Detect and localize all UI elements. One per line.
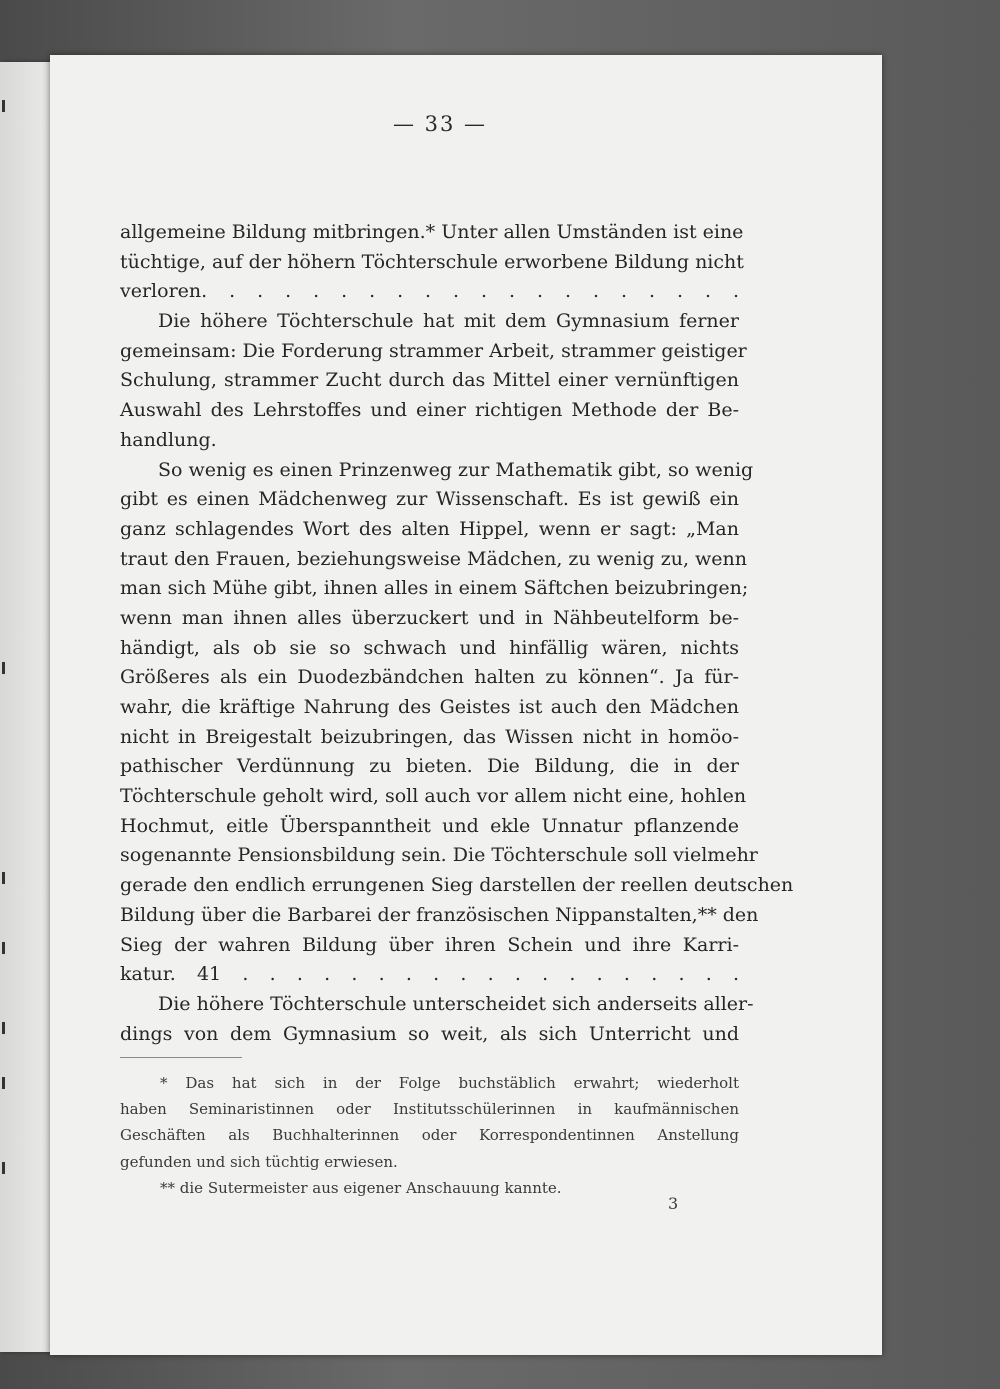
- text-line: Auswahl des Lehrstoffes und einer richtigen Methode der Be-: [120, 399, 739, 422]
- previous-page-mark: [2, 662, 5, 674]
- text-line: Die höhere Töchterschule hat mit dem Gymnasium ferner: [158, 310, 739, 333]
- text-line: wahr, die kräftige Nahrung des Geistes ist auch den Mädchen: [120, 696, 739, 718]
- footnote-line: Geschäften als Buchhalterinnen oder Korrespondentinnen Anstellung: [120, 1126, 739, 1145]
- text-line: wenn man ihnen alles überzuckert und in Nähbeutelform be-: [120, 606, 739, 629]
- footnote-line: * Das hat sich in der Folge buchstäblich erwahrt; wiederholt: [160, 1074, 739, 1092]
- text-line: verloren. . . . . . . . . . . . . . . . . . . .: [120, 280, 739, 303]
- text-line: Bildung über die Barbarei der französischen Nippanstalten,** den: [120, 903, 759, 926]
- text-line: Die höhere Töchterschule unterscheidet sich anderseits aller-: [158, 992, 754, 1015]
- text-line: Sieg der wahren Bildung über ihren Schein und ihre Karri-: [120, 933, 739, 956]
- text-line: sogenannte Pensionsbildung sein. Die Töchterschule soll vielmehr: [120, 844, 758, 867]
- text-line: So wenig es einen Prinzenweg zur Mathematik gibt, so wenig: [158, 458, 754, 481]
- previous-page-mark: [2, 942, 5, 954]
- text-line: Größeres als ein Duodezbändchen halten zu können“. Ja für-: [120, 666, 739, 689]
- footnote-line: haben Seminaristinnen oder Institutsschülerinnen in kaufmännischen: [120, 1100, 739, 1119]
- main-text: [120, 218, 794, 1049]
- text-line: pathischer Verdünnung zu bieten. Die Bildung, die in der: [120, 755, 739, 778]
- text-line: gerade den endlich errungenen Sieg darstellen der reellen deutschen: [120, 874, 794, 897]
- footnotes: [120, 1070, 739, 1201]
- text-line: man sich Mühe gibt, ihnen alles in einem Säftchen beizubringen;: [120, 577, 749, 600]
- text-line: dings von dem Gymnasium so weit, als sich Unterricht und: [120, 1022, 739, 1045]
- previous-page-mark: [2, 1077, 5, 1089]
- text-line: gibt es einen Mädchenweg zur Wissenschaft. Es ist gewiß ein: [120, 488, 739, 511]
- text-line: ganz schlagendes Wort des alten Hippel, wenn er sagt: „Man: [120, 517, 739, 540]
- previous-page-mark: [2, 1162, 5, 1174]
- text-line: nicht in Breigestalt beizubringen, das Wissen nicht in homöo-: [120, 725, 739, 748]
- text-line: traut den Frauen, beziehungsweise Mädchen, zu wenig zu, wenn: [120, 547, 748, 570]
- text-line: handlung.: [120, 428, 217, 451]
- text-line: händigt, als ob sie so schwach und hinfällig wären, nichts: [120, 636, 739, 659]
- footnote-line: gefunden und sich tüchtig erwiesen.: [120, 1152, 398, 1171]
- previous-page-mark: [2, 1022, 5, 1034]
- text-line: gemeinsam: Die Forderung strammer Arbeit, strammer geistiger: [120, 339, 747, 362]
- text-line: Töchterschule geholt wird, soll auch vor allem nicht eine, hohlen: [120, 785, 747, 808]
- text-line: Hochmut, eitle Überspanntheit und ekle Unnatur pflanzende: [120, 814, 739, 837]
- page-number: — 33 —: [392, 112, 488, 136]
- text-line: allgemeine Bildung mitbringen.* Unter allen Umständen ist eine: [120, 221, 744, 243]
- text-line: tüchtige, auf der höhern Töchterschule erworbene Bildung nicht: [120, 250, 744, 273]
- footnote-line: ** die Sutermeister aus eigener Anschauung kannte.: [160, 1178, 562, 1197]
- text-line: katur. 41 . . . . . . . . . . . . . . . . . . .: [120, 963, 739, 986]
- footnote-divider: [120, 1057, 242, 1058]
- previous-page-mark: [2, 100, 5, 112]
- previous-page-mark: [2, 872, 5, 884]
- text-line: Schulung, strammer Zucht durch das Mittel einer vernünftigen: [120, 369, 739, 392]
- printer-signature: 3: [668, 1194, 679, 1213]
